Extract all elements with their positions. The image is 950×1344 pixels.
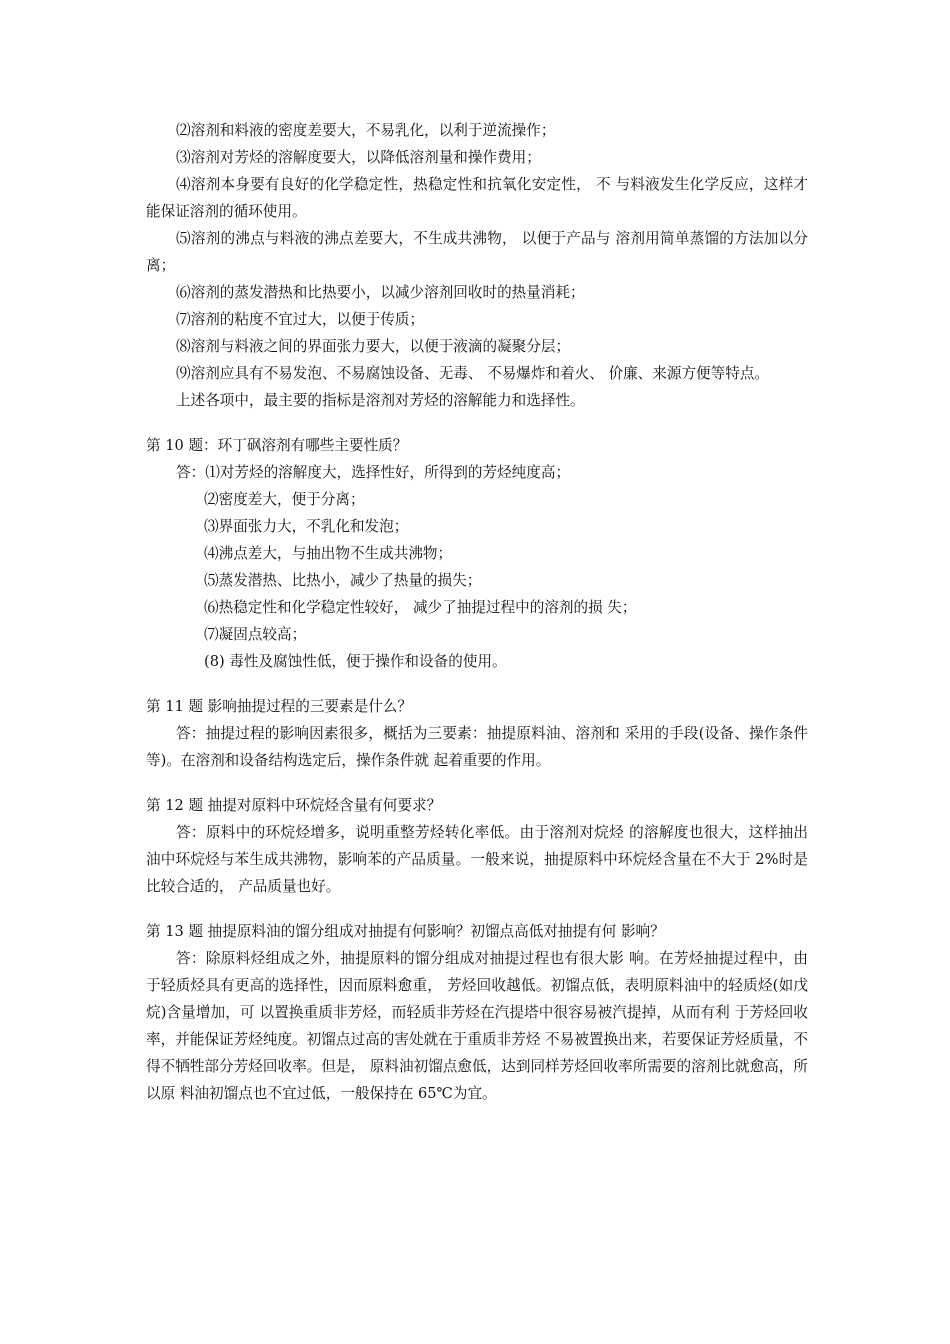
requirement-item: ⑶溶剂对芳烃的溶解度要大，以降低溶剂量和操作费用； [176,149,541,166]
question-11-title: 第 11 题 影响抽提过程的三要素是什么？ [146,698,412,715]
question-10-answer-item: ⑶界面张力大，不乳化和发泡； [204,518,409,535]
question-10-answer-item: ⑹热稳定性和化学稳定性较好， 减少了抽提过程中的溶剂的损 失； [204,599,637,616]
question-10-title: 第 10 题：环丁砜溶剂有哪些主要性质？ [146,437,408,454]
question-12-title: 第 12 题 抽提对原料中环烷烃含量有何要求？ [146,797,442,814]
document-body [146,117,808,1107]
requirement-item: ⑵溶剂和料液的密度差要大，不易乳化，以利于逆流操作； [176,122,556,139]
requirement-item: ⑷溶剂本身要有良好的化学稳定性，热稳定性和抗氧化安定性， 不 与料液发生化学反应，这样才能保证溶剂的循环使用。 [146,176,808,220]
requirement-item: ⑼溶剂应具有不易发泡、不易腐蚀设备、无毒、 不易爆炸和着火、 价廉、来源方便等特点。 [176,365,770,382]
question-12-answer: 答：原料中的环烷烃增多，说明重整芳烃转化率低。由于溶剂对烷烃 的溶解度也很大，这样抽出油中环烷烃与苯生成共沸物，影响苯的产品质量。一般来说，抽提原料中环烷烃含量在不大于 2%时是比较合适的， 产品质量也好。 [146,824,808,895]
question-10-answer-first: 答：⑴对芳烃的溶解度大，选择性好，所得到的芳烃纯度高； [176,464,571,481]
question-10-answer-item: ⑷沸点差大，与抽出物不生成共沸物； [204,545,453,562]
question-13-title: 第 13 题 抽提原料油的馏分组成对抽提有何影响？初馏点高低对抽提有何 影响？ [146,923,665,940]
question-10-answer-item: ⑺凝固点较高； [204,626,307,643]
requirement-item: ⑻溶剂与料液之间的界面张力要大，以便于液滴的凝聚分层； [176,338,571,355]
requirement-item: ⑹溶剂的蒸发潜热和比热要小，以减少溶剂回收时的热量消耗； [176,284,585,301]
requirement-item: ⑸溶剂的沸点与料液的沸点差要大，不生成共沸物， 以便于产品与 溶剂用简单蒸馏的方法加以分离； [146,230,808,274]
requirement-summary: 上述各项中，最主要的指标是溶剂对芳烃的溶解能力和选择性。 [176,392,585,409]
question-11-answer: 答：抽提过程的影响因素很多，概括为三要素：抽提原料油、溶剂和 采用的手段(设备、操作条件等)。在溶剂和设备结构选定后，操作条件就 起着重要的作用。 [146,725,808,769]
requirement-item: ⑺溶剂的粘度不宜过大，以便于传质； [176,311,425,328]
question-10-answer-item: ⑸蒸发潜热、比热小，减少了热量的损失； [204,572,482,589]
question-13-answer: 答：除原料烃组成之外，抽提原料的馏分组成对抽提过程也有很大影 响。在芳烃抽提过程中，由于轻质烃具有更高的选择性，因而原料愈重， 芳烃回收越低。初馏点低，表明原料油中的轻质烃(如戊烷)含量增加，可 以置换重质非芳烃，而轻质非芳烃在汽提塔中很容易被汽提掉，从而有利 于芳烃回收率，并能保证芳烃纯度。初馏点过高的害处就在于重质非芳烃 不易被置换出来，若要保证芳烃质量，不得不牺牲部分芳烃回收率。但是， 原料油初馏点愈低，达到同样芳烃回收率所需要的溶剂比就愈高，所以原 料油初馏点也不宜过低，一般保持在 65℃为宜。 [146,950,808,1102]
question-10-answer-item: ⑵密度差大，便于分离； [204,491,365,508]
question-10-answer-item: (8) 毒性及腐蚀性低，便于操作和设备的使用。 [204,653,507,670]
